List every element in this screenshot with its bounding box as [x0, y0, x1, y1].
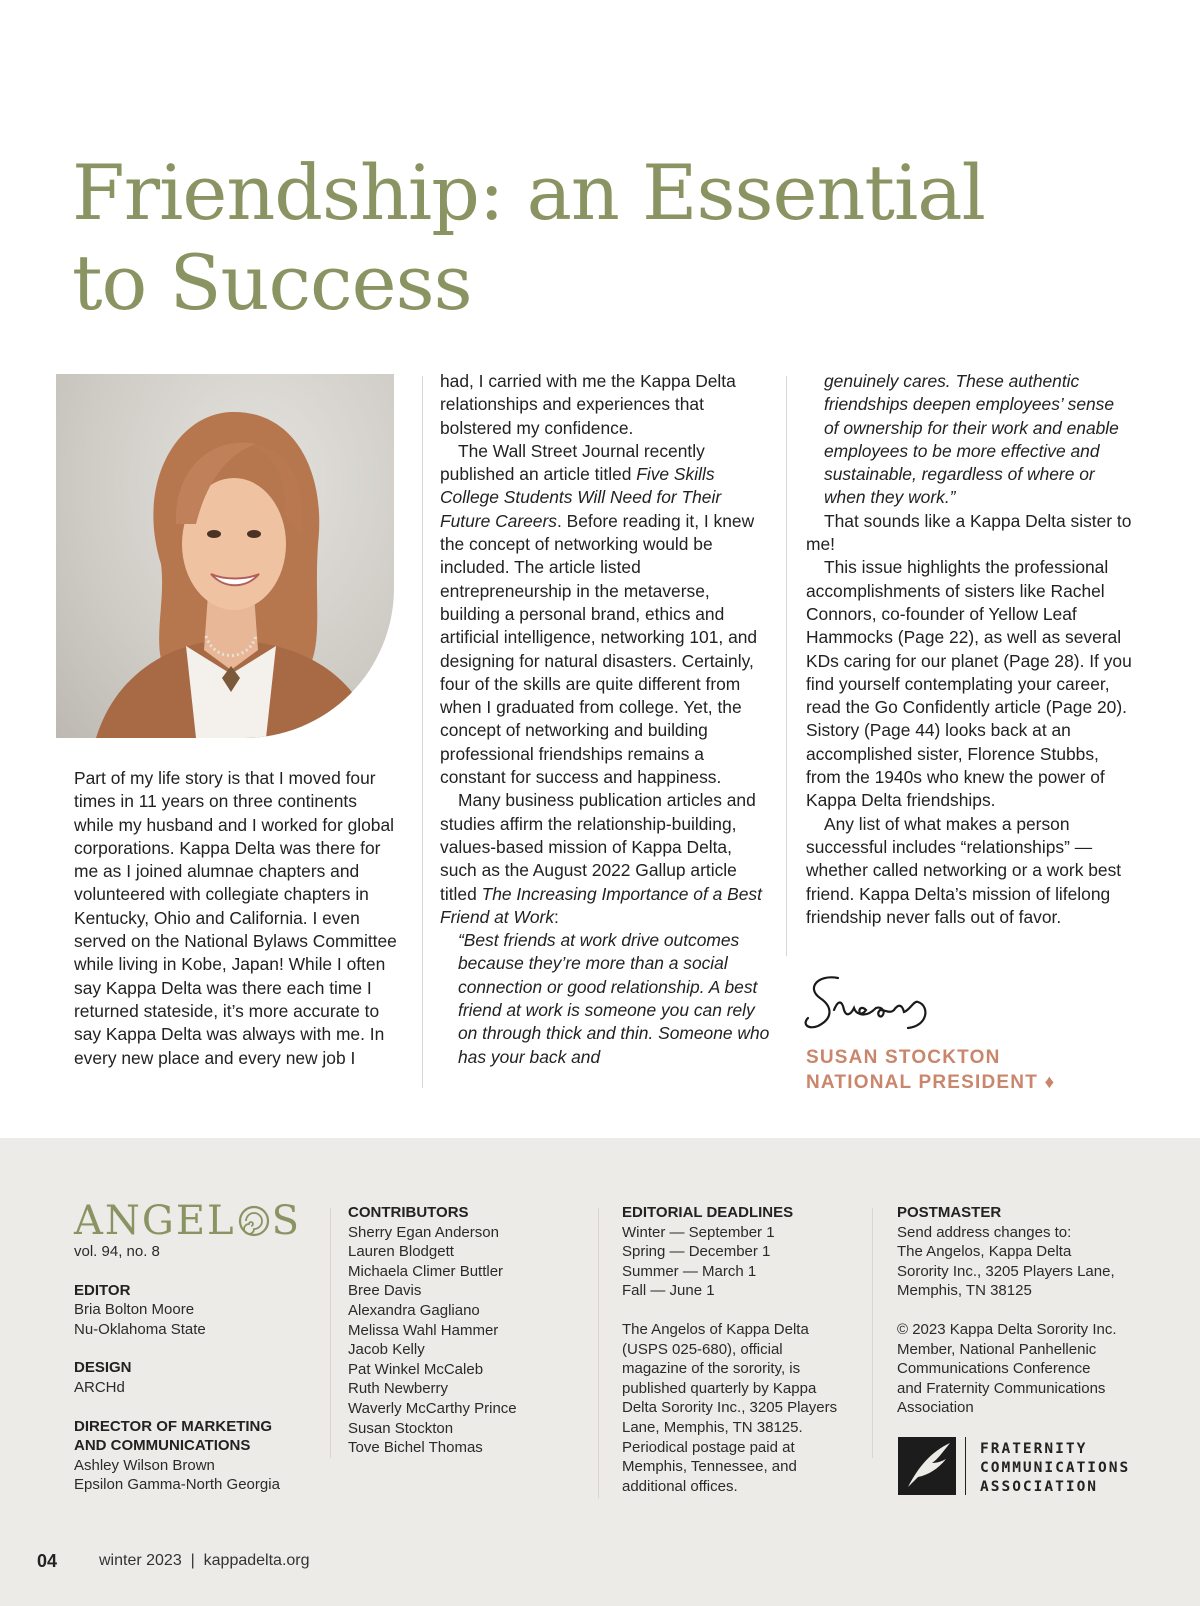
signer-title: NATIONAL PRESIDENT [806, 1072, 1039, 1093]
director-name: Ashley Wilson Brown [74, 1456, 215, 1474]
site-link[interactable]: kappadelta.org [203, 1552, 310, 1569]
contributor: Waverly McCarthy Prince [348, 1399, 517, 1417]
deadline: Fall — June 1 [622, 1282, 715, 1300]
column-2-paragraph-2 [440, 440, 770, 789]
article-reference-title: Five Skills College Students Will Need for Their Future Careers [440, 464, 722, 531]
masthead-column-1 [74, 1200, 324, 1495]
deadline: Summer — March 1 [622, 1262, 757, 1280]
copyright-line: © 2023 Kappa Delta Sorority Inc. [897, 1320, 1117, 1338]
postmaster-line: Memphis, TN 38125 [897, 1282, 1032, 1300]
masthead-divider-1 [330, 1208, 331, 1458]
shell-icon [237, 1204, 271, 1238]
contributor: Sherry Egan Anderson [348, 1223, 499, 1241]
contributor: Lauren Blodgett [348, 1243, 454, 1261]
article-column-2 [440, 370, 770, 1069]
page-footer-line [99, 1552, 310, 1570]
volume: vol. 94, no. 8 [74, 1243, 160, 1260]
director-heading-2: AND COMMUNICATIONS [74, 1437, 251, 1455]
footer-separator: | [190, 1552, 195, 1569]
column-3-quote: genuinely cares. These authentic friendships deepen employees’ sense of ownership for their work and enable employees to be more effective and sustainable, regardless of where or when they work.” [824, 371, 1119, 508]
postmaster-line: Sorority Inc., 3205 Players Lane, [897, 1262, 1115, 1280]
article-column-1 [74, 767, 400, 1070]
title-line-2: to Success [72, 238, 472, 327]
column-1-paragraph: Part of my life story is that I moved four times in 11 years on three continents while my husband and I worked for global corporations. Kappa Delta was there for me as I joined alumnae chapters and volunteered with collegiate chapters in Kentucky, Ohio and California. I even served on the National Bylaws Committee while living in Kobe, Japan! While I often say Kappa Delta was there each time I returned stateside, it’s more accurate to say Kappa Delta was always with me. In every new place and every new job I [74, 768, 397, 1068]
article-title [72, 148, 1072, 328]
deadlines-heading: EDITORIAL DEADLINES [622, 1204, 794, 1221]
publication-line: Delta Sorority Inc., 3205 Players [622, 1399, 838, 1417]
column-3-paragraph-1: That sounds like a Kappa Delta sister to me! [806, 510, 1132, 555]
article-column-3 [806, 370, 1132, 929]
fca-line: COMMUNICATIONS [980, 1460, 1131, 1476]
contributor: Pat Winkel McCaleb [348, 1360, 484, 1378]
p2-text-a: The Wall Street Journal recently published an article titled [440, 440, 705, 485]
fca-logo-icon [898, 1437, 956, 1495]
contributor: Michaela Climer Buttler [348, 1262, 504, 1280]
deadline: Spring — December 1 [622, 1243, 771, 1261]
director-heading-1: DIRECTOR OF MARKETING [74, 1417, 273, 1435]
masthead-column-3 [622, 1203, 862, 1496]
signature [800, 970, 950, 1036]
contributor: Melissa Wahl Hammer [348, 1321, 499, 1339]
postmaster-line: The Angelos, Kappa Delta [897, 1243, 1072, 1261]
signer-title-line [806, 1070, 1055, 1095]
editor-heading: EDITOR [74, 1281, 131, 1299]
postmaster-line: Send address changes to: [897, 1223, 1072, 1241]
copyright-line: and Fraternity Communications [897, 1379, 1106, 1397]
postmaster-heading: POSTMASTER [897, 1204, 1002, 1221]
copyright-line: Association [897, 1399, 974, 1417]
publication-line: (USPS 025-680), official [622, 1340, 783, 1358]
editor-name: Bria Bolton Moore [74, 1301, 195, 1319]
contributor: Alexandra Gagliano [348, 1301, 480, 1319]
fca-line: FRATERNITY [980, 1441, 1088, 1457]
fca-wordmark [980, 1440, 1130, 1497]
author-portrait [56, 374, 394, 738]
title-line-1: Friendship: an Essential [72, 148, 985, 237]
contributor: Ruth Newberry [348, 1380, 449, 1398]
publication-line: published quarterly by Kappa [622, 1379, 817, 1397]
column-2-quote: “Best friends at work drive outcomes because they’re more than a social connection or good relationship. A best friend at work is someone you can rely on through thick and thin. Someone who has your back and [458, 930, 770, 1067]
column-3-paragraph-2: This issue highlights the professional accomplishments of sisters like Rachel Connors, co-founder of Yellow Leaf Hammocks (Page 22), as well as several KDs caring for our planet (Page 28). If you find yourself contemplating your career, read the Go Confidently article (Page 20). Sistory (Page 44) looks back at an accomplished sister, Florence Stubbs, from the 1940s who knew the power of Kappa Delta friendships. [806, 557, 1132, 811]
column-divider-1 [422, 376, 423, 1088]
column-2-paragraph-3 [440, 789, 770, 929]
gallup-article-title: The Increasing Importance of a Best Friend at Work [440, 883, 762, 927]
p3-text-b: : [554, 906, 559, 927]
column-2-paragraph-1: had, I carried with me the Kappa Delta relationships and experiences that bolstered my confidence. [440, 371, 736, 438]
p3-text-a: Many business publication articles and studies affirm the relationship-building, values-based mission of Kappa Delta, such as the August 2022 Gallup article titled [440, 790, 756, 904]
signer-name: SUSAN STOCKTON [806, 1047, 1001, 1068]
fca-line: ASSOCIATION [980, 1479, 1099, 1495]
logo-text: ANGEL [74, 1198, 236, 1244]
contributor: Susan Stockton [348, 1419, 454, 1437]
masthead-divider-2 [598, 1208, 599, 1498]
publication-line: additional offices. [622, 1477, 738, 1495]
publication-line: The Angelos of Kappa Delta [622, 1320, 809, 1338]
angelos-logo [74, 1200, 324, 1242]
contributors-heading: CONTRIBUTORS [348, 1204, 469, 1221]
publication-line: Memphis, Tennessee, and [622, 1458, 797, 1476]
column-divider-2 [786, 376, 787, 956]
masthead-column-4 [897, 1203, 1157, 1418]
p2-text-b: . Before reading it, I knew the concept of networking would be included. The article listed entrepreneurship in the metaverse, building a personal brand, ethics and artificial intelligence, networking 101, and designing for natural disasters. Certainly, four of the skills are quite different from when I graduated from college. Yet, the concept of networking and building professional friendships remains a constant for success and happiness. [440, 510, 758, 788]
contributor: Tove Bichel Thomas [348, 1439, 483, 1457]
design-heading: DESIGN [74, 1359, 132, 1377]
page-number: 04 [37, 1551, 58, 1571]
signer-block [806, 1045, 1055, 1095]
masthead-column-2 [348, 1203, 578, 1458]
publication-line: Lane, Memphis, TN 38125. [622, 1418, 803, 1436]
column-3-paragraph-3: Any list of what makes a person successful includes “relationships” — whether called networking or a work best friend. Kappa Delta’s mission of lifelong friendship never falls out of favor. [806, 813, 1122, 927]
masthead-divider-3 [872, 1208, 873, 1458]
editor-chapter: Nu-Oklahoma State [74, 1320, 206, 1338]
contributor: Jacob Kelly [348, 1341, 425, 1359]
director-chapter: Epsilon Gamma-North Georgia [74, 1476, 280, 1494]
design-name: ARCHd [74, 1378, 125, 1396]
copyright-line: Member, National Panhellenic [897, 1340, 1097, 1358]
publication-line: Periodical postage paid at [622, 1438, 795, 1456]
deadline: Winter — September 1 [622, 1223, 775, 1241]
contributor: Bree Davis [348, 1282, 422, 1300]
copyright-line: Communications Conference [897, 1360, 1091, 1378]
diamond-icon: ♦ [1044, 1072, 1056, 1093]
logo-text-end: S [271, 1198, 302, 1244]
issue-label: winter 2023 [99, 1552, 182, 1569]
publication-line: magazine of the sorority, is [622, 1360, 801, 1378]
fca-divider [965, 1437, 966, 1495]
